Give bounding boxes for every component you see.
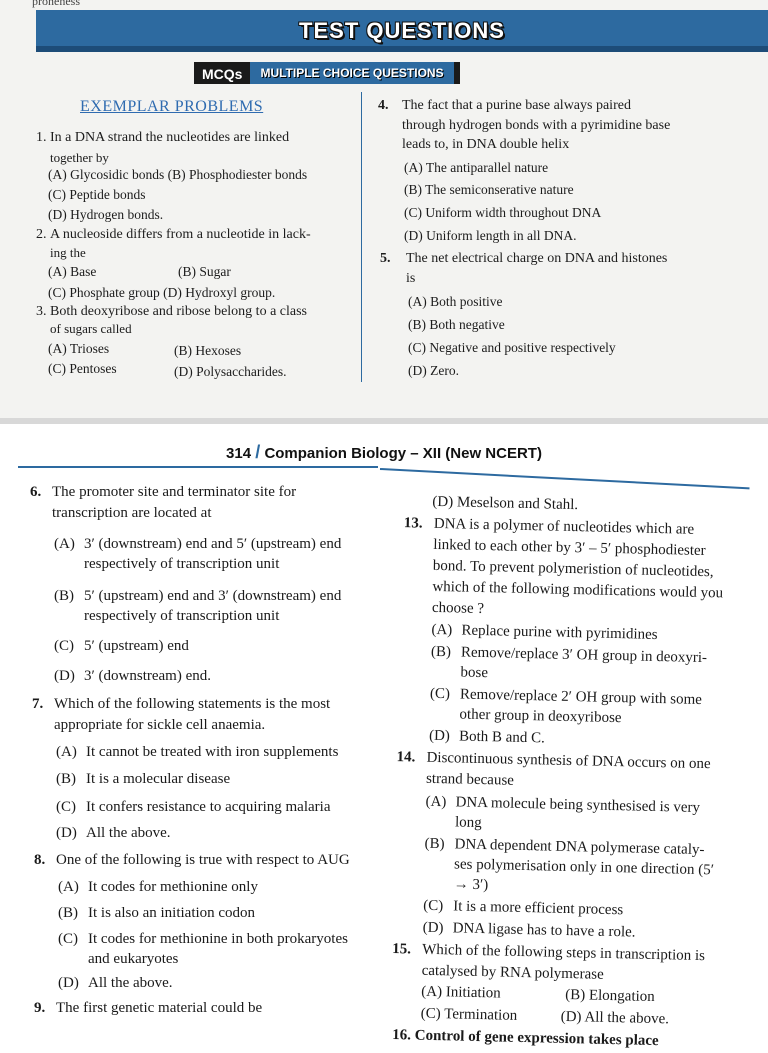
mcq-bar xyxy=(194,62,460,84)
question-13 xyxy=(403,514,725,626)
option-b: (B) Both negative xyxy=(408,317,505,332)
option-a: (A) Both positive xyxy=(408,294,503,309)
book-title: Companion Biology – XII (New NCERT) xyxy=(264,445,542,462)
question-5 xyxy=(380,251,668,267)
option-d: (D) All the above. xyxy=(560,1008,670,1028)
option-c: (C) Peptide bonds xyxy=(48,187,146,202)
option-c: (C) Pentoses xyxy=(48,361,117,376)
question-text: A nucleoside differs from a nucleotide in lack- xyxy=(50,227,311,242)
question-number: 1. xyxy=(36,130,47,145)
option-b: (B) Hexoses xyxy=(174,343,242,358)
question-3-cont: of sugars called xyxy=(50,321,132,336)
question-2 xyxy=(36,227,311,243)
question-14 xyxy=(396,748,711,796)
question-line: Discontinuous synthesis of DNA occurs on one xyxy=(426,749,711,773)
option-d: (D) All the above. xyxy=(56,825,171,841)
option-a: (A) 3′ (downstream) end and 5′ (upstream) end respectively of transcription unit xyxy=(54,536,342,572)
question-4 xyxy=(378,98,631,114)
question-1-cont: together by xyxy=(50,150,109,165)
option-d: (D) Uniform length in all DNA. xyxy=(404,228,577,243)
option-b: (B) It is also an initiation codon xyxy=(58,905,256,921)
option-b: (B) Elongation xyxy=(565,986,655,1005)
column-divider xyxy=(361,92,362,382)
question-line: The promoter site and terminator site for xyxy=(52,484,297,500)
option-a: (A) DNA molecule being synthesised is very long xyxy=(425,793,701,832)
option-a: (A) Glycosidic bonds (B) Phosphodiester bonds xyxy=(48,167,308,182)
option-c: (C) Uniform width throughout DNA xyxy=(404,205,602,220)
option-b: (B) It is a molecular disease xyxy=(56,771,231,787)
question-number: 14. xyxy=(396,749,416,766)
question-number: 8. xyxy=(34,852,46,868)
option-a: (A) It cannot be treated with iron supplements xyxy=(56,744,339,760)
question-line: catalysed by RNA polymerase xyxy=(421,962,604,983)
option-c: (C) It codes for methionine in both prokaryotes and eukaryotes xyxy=(58,931,348,967)
option-d: (D) Hydrogen bonds. xyxy=(48,207,164,222)
question-4-cont: through hydrogen bonds with a pyrimidine base xyxy=(402,118,671,133)
option-b: (B) Sugar xyxy=(178,264,231,279)
question-line: One of the following is true with respect to AUG xyxy=(56,852,350,868)
question-line: strand because xyxy=(425,770,515,789)
section-title: EXEMPLAR PROBLEMS xyxy=(80,98,264,115)
question-number: 5. xyxy=(380,251,391,266)
page-number: 314 xyxy=(226,445,252,462)
question-number: 6. xyxy=(30,484,42,500)
carry-option: (D) Meselson and Stahl. xyxy=(432,493,579,514)
option-d: (D) Both B and C. xyxy=(428,727,546,747)
question-4-cont2: leads to, in DNA double helix xyxy=(402,137,570,152)
question-text: In a DNA strand the nucleotides are linked xyxy=(50,130,290,145)
question-line: choose ? xyxy=(431,599,485,618)
option-c: (C) 5′ (upstream) end xyxy=(54,638,189,654)
option-a: (A) It codes for methionine only xyxy=(58,879,258,895)
question-2-cont: ing the xyxy=(50,245,86,260)
question-number: 15. xyxy=(392,941,412,958)
question-number: 4. xyxy=(378,98,389,113)
mcq-label: MCQs xyxy=(194,62,250,84)
banner-title: TEST QUESTIONS xyxy=(299,18,505,43)
question-number: 9. xyxy=(34,1000,46,1016)
option-b: (B) DNA dependent DNA polymerase cataly- ses polymerisation only in one direction (5′ → 3′) xyxy=(424,835,715,894)
question-text: Both deoxyribose and ribose belong to a class xyxy=(50,304,308,319)
option-b: (B) 5′ (upstream) end and 3′ (downstream) end respectively of transcription unit xyxy=(54,588,342,624)
bottom-page xyxy=(0,424,768,1050)
question-line: linked to each other by 3′ – 5′ phosphodiester xyxy=(433,536,706,560)
question-line: DNA is a polymer of nucleotides which are xyxy=(433,515,695,538)
option-a: (A) Trioses xyxy=(48,341,110,356)
slash-divider: / xyxy=(255,442,261,462)
option-a: (A) Replace purine with pyrimidines xyxy=(431,621,658,643)
option-c: (C) Phosphate group (D) Hydroxyl group. xyxy=(48,285,276,300)
question-15 xyxy=(392,940,706,988)
question-text: The net electrical charge on DNA and histones xyxy=(406,251,668,266)
option-c: (C) Negative and positive respectively xyxy=(408,340,616,355)
question-line: The first genetic material could be xyxy=(56,1000,263,1016)
option-d: (D) Zero. xyxy=(408,363,459,378)
question-text: The fact that a purine base always paired xyxy=(402,98,631,113)
question-line: bond. To prevent polymeristion of nucleotides, xyxy=(432,557,714,581)
question-number: 7. xyxy=(32,696,44,712)
option-c: (C) Termination xyxy=(420,1005,518,1024)
option-c: (C) Remove/replace 2′ OH group with some other group in deoxyribose xyxy=(429,685,703,727)
option-b: (B) Remove/replace 3′ OH group in deoxyri- bose xyxy=(430,643,708,682)
question-line: which of the following modifications would you xyxy=(432,578,724,602)
option-d: (D) All the above. xyxy=(58,975,173,991)
top-page xyxy=(0,0,768,418)
question-line: appropriate for sickle cell anaemia. xyxy=(54,717,266,733)
question-line: Which of the following steps in transcription is xyxy=(422,941,706,965)
test-questions-banner xyxy=(36,10,768,52)
question-number: 2. xyxy=(36,227,47,242)
question-line: Which of the following statements is the most xyxy=(54,696,331,712)
option-d: (D) Polysaccharides. xyxy=(174,364,287,379)
question-16-fragment: 16. Control of gene expression takes place xyxy=(392,1027,659,1050)
option-b: (B) The semiconserative nature xyxy=(404,182,574,197)
option-c: (C) It confers resistance to acquiring malaria xyxy=(56,799,331,815)
question-3 xyxy=(36,304,308,320)
option-a: (A) The antiparallel nature xyxy=(404,160,549,175)
option-a: (A) Base xyxy=(48,264,97,279)
option-d: (D) 3′ (downstream) end. xyxy=(54,668,211,684)
question-number: 13. xyxy=(403,515,423,532)
question-1 xyxy=(36,130,290,146)
option-c: (C) It is a more efficient process xyxy=(422,897,624,919)
option-d: (D) DNA ligase has to have a role. xyxy=(422,919,636,941)
question-5-cont: is xyxy=(406,271,416,286)
right-column xyxy=(0,424,768,1050)
option-a: (A) Initiation xyxy=(421,983,501,1002)
page-fragment-text: proneness xyxy=(32,0,80,8)
question-number: 3. xyxy=(36,304,47,319)
question-line: transcription are located at xyxy=(52,505,212,521)
mcq-subtitle: MULTIPLE CHOICE QUESTIONS xyxy=(250,62,459,84)
